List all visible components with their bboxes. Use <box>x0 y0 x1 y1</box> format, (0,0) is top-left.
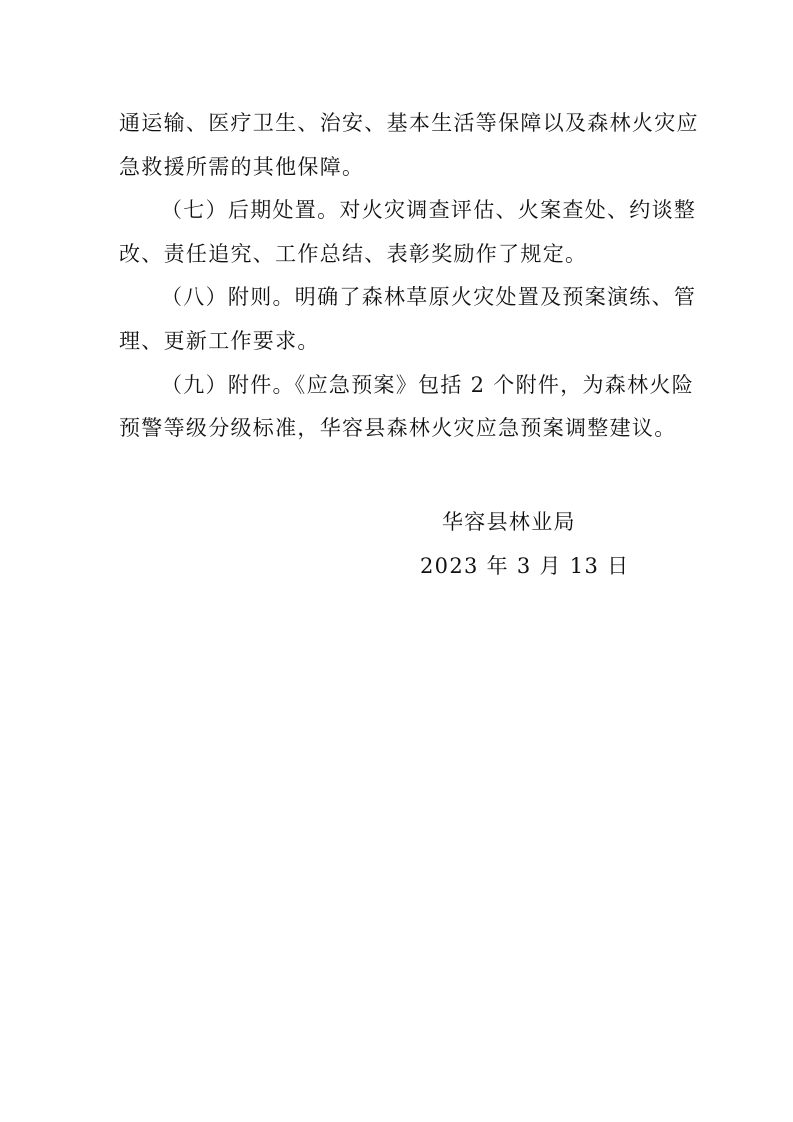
signature-block <box>420 500 640 588</box>
signature-date: 2023 年 3 月 13 日 <box>420 554 630 578</box>
paragraph-line: 理、更新工作要求。 <box>119 328 320 353</box>
document-body <box>119 102 699 451</box>
paragraph-line: 急救援所需的其他保障。 <box>119 154 365 179</box>
paragraph-line: （七）后期处置。对火灾调查评估、火案查处、约谈整 <box>161 198 697 223</box>
paragraph-line: （八）附则。明确了森林草原火灾处置及预案演练、管 <box>161 285 697 310</box>
paragraph-line: （九）附件。《应急预案》包括 2 个附件，为森林火险 <box>161 372 695 397</box>
paragraph-line: 改、责任追究、工作总结、表彰奖励作了规定。 <box>119 241 588 266</box>
paragraph-line: 预警等级分级标准，华容县森林火灾应急预案调整建议。 <box>119 416 677 441</box>
paragraph-line: 通运输、医疗卫生、治安、基本生活等保障以及森林火灾应 <box>119 111 699 135</box>
signature-organization: 华容县林业局 <box>442 510 576 534</box>
